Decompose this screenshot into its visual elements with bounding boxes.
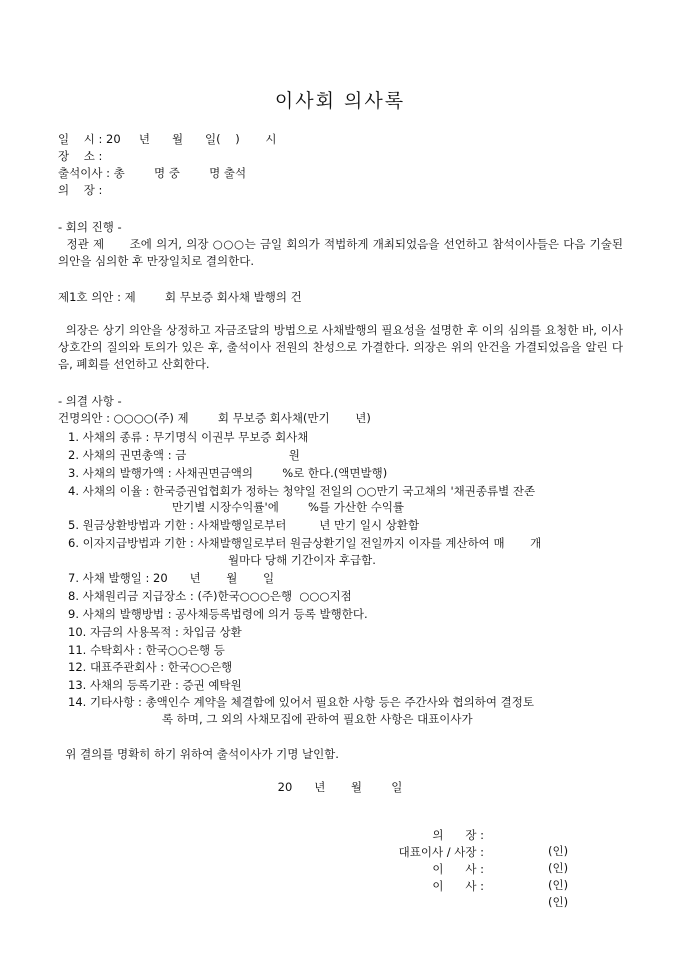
resolution-item: 13. 사채의 등록기관 : 증권 예탁원 [68,678,242,692]
resolution-item: 7. 사채 발행일 : 20 년 월 일 [68,571,275,585]
date-line: 일 시 : 20 년 월 일( ) 시 [58,132,277,146]
agenda-line: 제1호 의안 : 제 회 무보증 회사채 발행의 건 [58,290,302,304]
resolution-subject: 건명의안 : ○○○○(주) 제 회 무보증 회사채(만기 년) [58,411,371,425]
signatory-row [360,862,580,926]
signatory-label: 의 장 : [432,828,484,842]
resolution-item-continued: 월마다 당해 기간이자 후급함. [228,553,376,567]
resolution-item: 9. 사채의 발행방법 : 공사채등록법령에 의거 등록 발행한다. [68,607,368,621]
place-line: 장 소 : [58,149,103,163]
signing-date: 20 년 월 일 [277,780,403,794]
signatory-label: 이 사 : [432,879,484,893]
document-title: 이사회 의사록 [274,90,406,112]
resolution-item: 2. 사채의 권면총액 : 금 원 [68,448,300,462]
seal-mark: (인) [548,861,569,875]
seal-mark: (인) [548,878,569,892]
resolution-item: 12. 대표주관회사 : 한국○○은행 [68,660,233,674]
resolution-item: 10. 자금의 사용목적 : 차입금 상환 [68,625,242,639]
resolution-item-continued: 만기별 시장수익률'에 %를 가산한 수익률 [172,500,405,514]
resolution-item: 6. 이자지급방법과 기한 : 사채발행일로부터 원금상환기일 전일까지 이자를 계산하여 매 개 [68,536,542,550]
resolution-item: 3. 사채의 발행가액 : 사채권면금액의 %로 한다.(액면발행) [68,466,388,480]
closing-statement: 위 결의를 명확히 하기 위하여 출석이사가 기명 날인함. [58,747,339,761]
resolution-item: 5. 원금상환방법과 기한 : 사채발행일로부터 년 만기 일시 상환함 [68,518,420,532]
proceedings-heading: - 회의 진행 - [58,220,122,234]
signatory-label: 대표이사 / 사장 : [398,845,484,859]
resolution-item: 11. 수탁회사 : 한국○○은행 등 [68,643,225,657]
seal-mark: (인) [548,895,569,909]
resolution-item: 14. 기타사항 : 총액인수 계약을 체결함에 있어서 필요한 사항 등은 주간사와 협의하여 결정토 [68,695,534,709]
resolution-item: 8. 사채원리금 지급장소 : (주)한국○○○은행 ○○○지점 [68,589,352,603]
attendance-line: 출석이사 : 총 명 중 명 출석 [58,166,247,180]
chair-line: 의 장 : [58,183,103,197]
seal-mark: (인) [548,844,569,858]
resolution-item: 4. 사채의 이율 : 한국증권업협회가 정하는 청약일 전일의 ○○만기 국고채의 '채권종류별 잔존 [68,484,536,498]
agenda-text: 의장은 상기 의안을 상정하고 자금조달의 방법으로 사채발행의 필요성을 설명한 후 이의 심의를 요청한 바, 이사 상호간의 질의와 토의가 있은 후, 출석이사 전원의 찬성으로 가결한다. 의장은 위의 안건을 가결되었음을 알린 다음, 폐회를 선언하고 산회한다. [58,323,627,371]
proceedings-text: 정관 제 조에 의거, 의장 ○○○는 금일 회의가 적법하게 개최되었음을 선언하고 참석이사들은 다음 기술된 의안을 심의한 후 만장일치로 결의한다. [58,237,627,268]
signatory-label: 이 사 : [432,862,484,876]
resolution-item: 1. 사채의 종류 : 무기명식 이권부 무보증 회사채 [68,430,309,444]
resolution-heading: - 의결 사항 - [58,394,122,408]
resolution-item-continued: 록 하며, 그 외의 사채모집에 관하여 필요한 사항은 대표이사가 [162,712,473,726]
